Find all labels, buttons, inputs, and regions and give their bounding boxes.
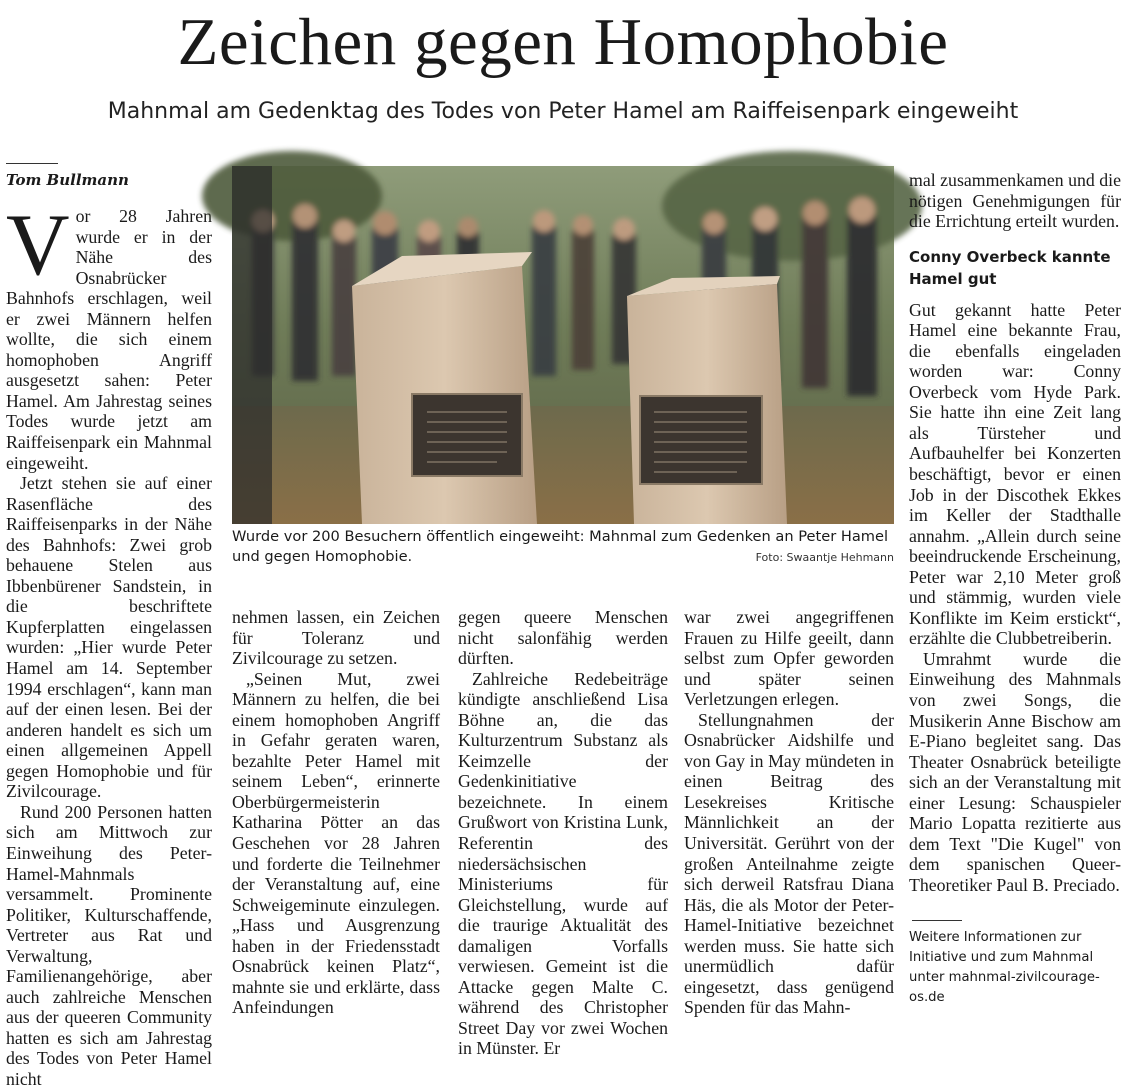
- paragraph: gegen queere Menschen nicht salonfähig werden dürften.: [458, 607, 668, 669]
- section-heading: Conny Overbeck kannte Hamel gut: [909, 247, 1111, 288]
- paragraph: „Seinen Mut, zwei Männern zu helfen, die bei einem homophoben Angriff in Gefahr geraten waren, bezahlte Peter Hamel mit seinem Leben“, erinnerte Oberbürgermeisterin Katharina Pötter an das Geschehen vor 28 Jahren und forderte die Teilnehmer der Veranstaltung auf, eine Schweigeminute einzulegen. „Hass und Ausgrenzung haben in der Friedensstadt Osnabrück keinen Platz“, mahnte sie und erklärte, dass Anfeindungen: [232, 668, 440, 1018]
- memorial-stelae-image: [232, 166, 894, 524]
- paragraph: war zwei angegriffenen Frauen zu Hilfe geeilt, dann selbst zum Opfer geworden und später seinen Verletzungen erlegen.: [684, 607, 894, 710]
- paragraph: Umrahmt wurde die Einweihung des Mahnmals von zwei Songs, die Musikerin Anne Bischow am E-Piano begleitet sang. Das Theater Osnabrück beteiligte sich an der Veranstaltung mit einer Lesung: Schauspieler Mario Lopatta rezitierte aus dem Text "Die Kugel" von dem spanischen Queer-Theoretiker Paul B. Preciado.: [909, 648, 1121, 895]
- article-column-5: [909, 170, 1121, 908]
- article-photo: [232, 166, 894, 524]
- paragraph: Stellungnahmen der Osnabrücker Aidshilfe und von Gay in May mündeten in einen Beitrag des Lesekreises Kritische Männlichkeit an der Universität. Gerührt von der großen Anteilnahme zeigte sich derweil Ratsfrau Diana Häs, die als Motor der Peter-Hamel-Initiative bezeichnet werden muss. Sie hatte sich unermüdlich dafür eingesetzt, dass genügend Spenden für das Mahn-: [684, 709, 894, 1018]
- article-column-4: [684, 607, 894, 1018]
- paragraph: Zahlreiche Redebeiträge kündigte anschließend Lisa Böhne an, die das Kulturzentrum Substanz als Keimzelle der Gedenkinitiative bezeichnete. In einem Grußwort von Kristina Lunk, Referentin des niedersächsischen Ministeriums für Gleichstellung, wurde auf die traurige Aktualität des damaligen Vorfalls verwiesen. Gemeint ist die Attacke gegen Malte C. während des Christopher Street Day vor zwei Wochen in Münster. Er: [458, 668, 668, 1059]
- photo-credit: Foto: Swaantje Hehmann: [755, 551, 894, 564]
- photo-caption: Wurde vor 200 Besuchern öffentlich eingeweiht: Mahnmal zum Gedenken an Peter Hamel und gegen Homophobie.: [232, 528, 889, 565]
- info-box: Weitere Informationen zur Initiative und zum Mahnmal unter mahnmal-zivilcourage-os.de: [909, 930, 1100, 1005]
- article-column-1: [6, 197, 212, 1089]
- paragraph: mal zusammenkamen und die nötigen Genehmigungen für die Errichtung erteilt wurden.: [909, 170, 1121, 232]
- subheadline: Mahnmal am Gedenktag des Todes von Peter Hamel am Raiffeisenpark eingeweiht: [107, 99, 1019, 124]
- drop-cap: V: [6, 197, 70, 294]
- article-column-2: [232, 607, 440, 1018]
- paragraph: nehmen lassen, ein Zeichen für Toleranz und Zivilcourage zu setzen.: [232, 607, 440, 669]
- paragraph: Rund 200 Personen hatten sich am Mittwoch zur Einweihung des Peter-Hamel-Mahnmals versammelt. Prominente Politiker, Kulturschaffende, Vertreter aus Rat und Verwaltung, Familienangehörige, aber auch zahlreiche Menschen aus der queeren Community hatten es sich am Jahrestag des Todes von Peter Hamel nicht: [6, 801, 212, 1089]
- paragraph: Jetzt stehen sie auf einer Rasenfläche des Raiffeisenparks in der Nähe des Bahnhofs: Zwei grob behauene Stelen aus Ibbenbürener Sandstein, in die beschriftete Kupferplatten eingelassen wurden: „Hier wurde Peter Hamel am 14. September 1994 erschlagen“, kann man auf der einen lesen. Bei der anderen handelt es sich um einen allgemeinen Appell gegen Homophobie und für Zivilcourage.: [6, 473, 212, 802]
- headline: Zeichen gegen Homophobie: [177, 5, 949, 79]
- info-rule: [912, 920, 962, 921]
- article-column-3: [458, 607, 668, 1059]
- paragraph: Gut gekannt hatte Peter Hamel eine bekannte Frau, die ebenfalls eingeladen worden war: Conny Overbeck vom Hyde Park. Sie hatte ihn eine Zeit lang als Türsteher und Aufbauhelfer bei Konzerten beschäftigt, bevor er einen Job in der Discothek Ekkes im Keller der Stadthalle annahm. „Allein durch seine beeindruckende Erscheinung, Peter war 2,10 Meter groß und stämmig, wurden viele Konflikte im Keim erstickt“, erzählte die Clubbetreiberin.: [909, 299, 1121, 649]
- byline-rule: [6, 163, 58, 164]
- paragraph: or 28 Jahren wurde er in der Nähe des Osnabrücker Bahnhofs erschlagen, weil er zwei Männern helfen wollte, die sich einem homophoben Angriff ausgesetzt sahen: Peter Hamel. Am Jahrestag seines Todes wurde jetzt am Raiffeisenpark ein Mahnmal eingeweiht.: [6, 206, 212, 473]
- author-byline: Tom Bullmann: [6, 171, 129, 189]
